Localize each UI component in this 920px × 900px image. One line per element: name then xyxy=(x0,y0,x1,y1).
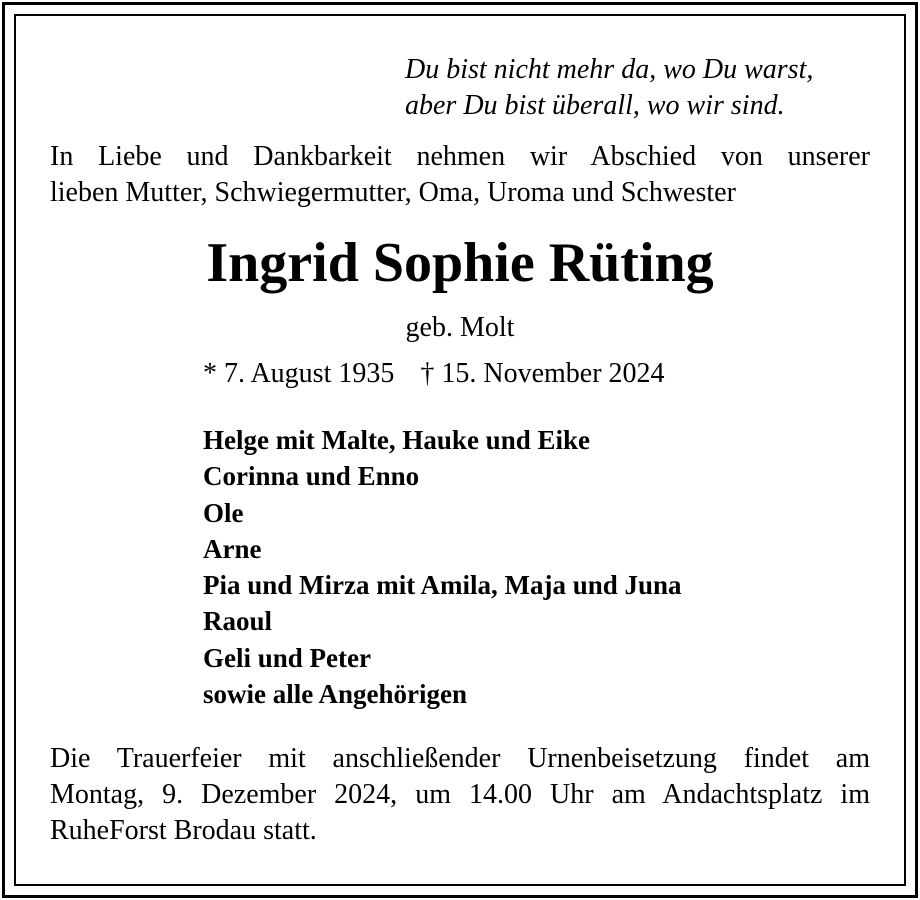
intro-line-1: In Liebe und Dankbarkeit nehmen wir Abschied von unserer xyxy=(50,141,870,172)
mourner-line: Geli und Peter xyxy=(203,642,371,673)
mourner-line: Helge mit Malte, Hauke und Eike xyxy=(203,425,590,455)
quote-line-1: Du bist nicht mehr da, wo Du warst, xyxy=(405,54,814,85)
death-date: † 15. November 2024 xyxy=(420,358,665,389)
notice-line-2: Montag, 9. Dezember 2024, um 14.00 Uhr am Andachtsplatz im xyxy=(50,779,870,810)
maiden-name: geb. Molt xyxy=(405,312,515,343)
mourner-line: Corinna und Enno xyxy=(203,461,420,492)
mourner-line: Raoul xyxy=(203,606,273,637)
birth-date: * 7. August 1935 xyxy=(203,358,395,389)
mourner-line: Ole xyxy=(203,497,244,528)
mourner-line: Arne xyxy=(203,533,262,564)
epigraph-quote xyxy=(405,52,813,124)
life-dates xyxy=(203,356,665,392)
quote-line-2: aber Du bist überall, wo wir sind. xyxy=(405,90,785,121)
mourner-line: sowie alle Angehörigen xyxy=(203,679,467,710)
notice-line-3: RuheForst Brodau statt. xyxy=(50,815,317,846)
notice-line-1: Die Trauerfeier mit anschließender Urnenbeisetzung findet am xyxy=(50,743,870,774)
intro-line-2: lieben Mutter, Schwiegermutter, Oma, Uroma und Schwester xyxy=(50,177,736,208)
deceased-name: Ingrid Sophie Rüting xyxy=(206,232,714,294)
mourner-line: Pia und Mirza mit Amila, Maja und Juna xyxy=(203,570,682,601)
mourners-list xyxy=(203,422,682,712)
funeral-notice xyxy=(50,741,870,849)
intro-text xyxy=(50,139,870,211)
